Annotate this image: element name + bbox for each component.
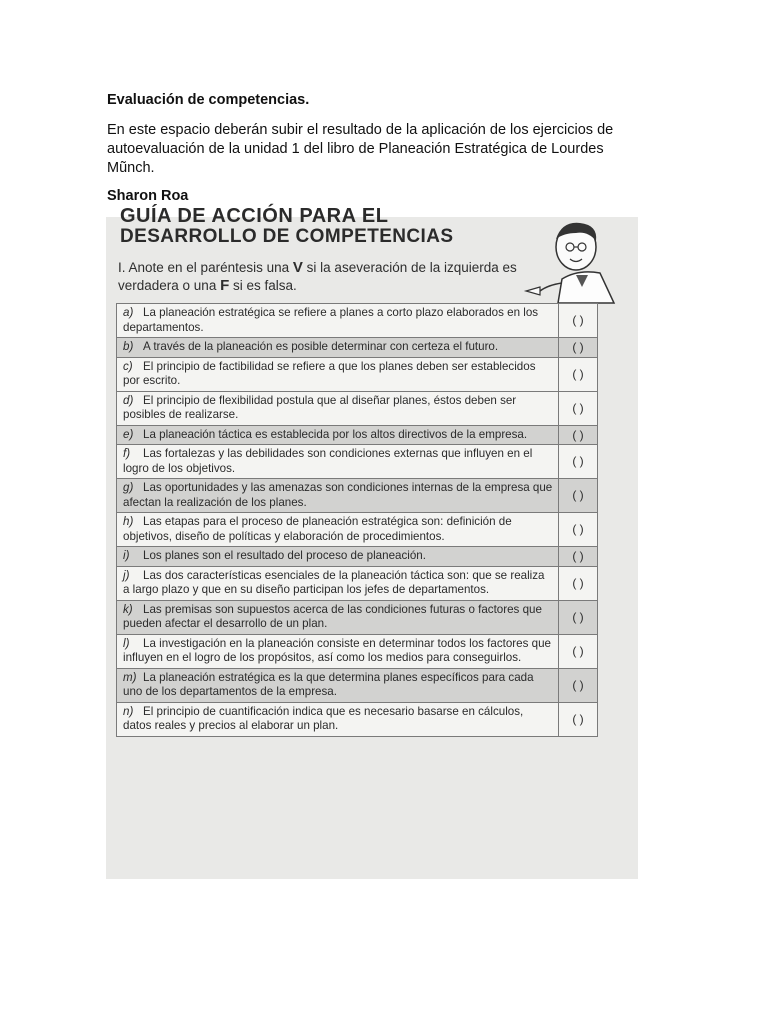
statement-letter: a) (123, 306, 134, 319)
table-row (117, 338, 598, 358)
table-row (117, 600, 598, 634)
statement-cell (117, 566, 559, 600)
statement-text: Las dos características esenciales de la planeación táctica son: que se realiza a largo plazo y que en su diseño participan los jefes de departamentos. (123, 568, 545, 596)
instruction-f: F (220, 277, 230, 294)
statement-text: A través de la planeación es posible determinar con certeza el futuro. (143, 340, 499, 353)
instruction-suffix: si es falsa. (233, 278, 297, 293)
statement-text: El principio de factibilidad se refiere a que los planes deben ser establecidos por escrito. (123, 359, 536, 387)
statement-text: La planeación estratégica se refiere a planes a corto plazo elaborados en los departamentos. (123, 306, 539, 334)
true-false-table (116, 303, 598, 737)
document-intro: En este espacio deberán subir el resultado de la aplicación de los ejercicios de autoevaluación de la unidad 1 del libro de Planeación Estratégica de Lourdes Mũnch. (107, 122, 614, 176)
answer-parenthesis: ( ) (559, 479, 598, 513)
instruction-middle: si la aseveración de la izquierda es verdadera o una (118, 260, 517, 293)
statement-letter: h) (123, 515, 134, 528)
statement-cell (117, 445, 559, 479)
statement-cell (117, 600, 559, 634)
statement-text: La investigación en la planeación consiste en determinar todos los factores que influyen en el logro de los propósitos, así como los medios para conseguirlos. (123, 636, 551, 664)
statement-letter: k) (123, 602, 133, 616)
statement-cell (117, 634, 559, 668)
answer-parenthesis: ( ) (559, 547, 598, 567)
answer-parenthesis: ( ) (559, 445, 598, 479)
statement-letter: d) (123, 393, 134, 407)
statement-letter: j) (123, 568, 130, 582)
statement-text: Los planes son el resultado del proceso de planeación. (143, 549, 426, 562)
statement-cell (117, 513, 559, 547)
statement-letter: n) (123, 704, 134, 718)
table-row (117, 304, 598, 338)
statement-cell (117, 479, 559, 513)
instruction-prefix: I. Anote en el paréntesis una (118, 260, 290, 275)
instruction-v: V (292, 259, 303, 276)
statement-text: Las premisas son supuestos acerca de las condiciones futuras o factores que pueden afectar el desarrollo de un plan. (123, 602, 542, 630)
statement-cell (117, 357, 559, 391)
statement-letter: l) (123, 636, 130, 650)
table-row (117, 391, 598, 425)
statement-text: El principio de cuantificación indica que es necesario basarse en cálculos, datos reales y precios al elaborar un plan. (123, 704, 524, 732)
answer-parenthesis: ( ) (559, 668, 598, 702)
statement-text: Las oportunidades y las amenazas son condiciones internas de la empresa que afectan la realización de los planes. (123, 481, 553, 509)
answer-parenthesis: ( ) (559, 304, 598, 338)
worksheet-title: DESARROLLO DE COMPETENCIAS (120, 226, 454, 247)
statement-letter: e) (123, 427, 134, 441)
statement-cell (117, 338, 559, 358)
table-row (117, 425, 598, 445)
answer-parenthesis: ( ) (559, 391, 598, 425)
answer-parenthesis: ( ) (559, 338, 598, 358)
statement-text: La planeación táctica es establecida por los altos directivos de la empresa. (143, 427, 528, 441)
table-row (117, 702, 598, 736)
table-row (117, 479, 598, 513)
answer-parenthesis: ( ) (559, 600, 598, 634)
table-row (117, 668, 598, 702)
table-row (117, 445, 598, 479)
worksheet-title-cut: GUÍA DE ACCIÓN PARA EL (120, 205, 389, 227)
answer-parenthesis: ( ) (559, 513, 598, 547)
statement-cell (117, 668, 559, 702)
statement-text: Las etapas para el proceso de planeación estratégica son: definición de objetivos, diseño de políticas y elaboración de procedimientos. (123, 515, 512, 543)
table-row (117, 566, 598, 600)
statement-letter: f) (123, 447, 131, 460)
statement-cell (117, 391, 559, 425)
statement-text: Las fortalezas y las debilidades son condiciones externas que influyen en el logro de los objetivos. (123, 447, 533, 475)
answer-parenthesis: ( ) (559, 566, 598, 600)
statement-text: El principio de flexibilidad postula que al diseñar planes, éstos deben ser posibles de realizarse. (123, 393, 517, 421)
statement-cell (117, 304, 559, 338)
answer-parenthesis: ( ) (559, 357, 598, 391)
statement-cell (117, 702, 559, 736)
answer-parenthesis: ( ) (559, 425, 598, 445)
statement-letter: m) (123, 670, 137, 684)
answer-parenthesis: ( ) (559, 634, 598, 668)
statement-letter: g) (123, 481, 134, 494)
statement-cell (117, 425, 559, 445)
author-name: Sharon Roa (107, 188, 189, 204)
table-row (117, 634, 598, 668)
statement-cell (117, 547, 559, 567)
statement-letter: b) (123, 340, 134, 353)
table-row (117, 547, 598, 567)
cartoon-man-pointing-icon (518, 217, 638, 303)
document-heading: Evaluación de competencias. (107, 92, 310, 108)
table-row (117, 357, 598, 391)
statement-letter: i) (123, 549, 130, 562)
table-row (117, 513, 598, 547)
statement-text: La planeación estratégica es la que determina planes específicos para cada uno de los departamentos de la empresa. (123, 670, 534, 698)
scanned-worksheet-image (106, 205, 638, 879)
answer-parenthesis: ( ) (559, 702, 598, 736)
statement-letter: c) (123, 359, 133, 373)
worksheet-instruction (118, 259, 528, 295)
